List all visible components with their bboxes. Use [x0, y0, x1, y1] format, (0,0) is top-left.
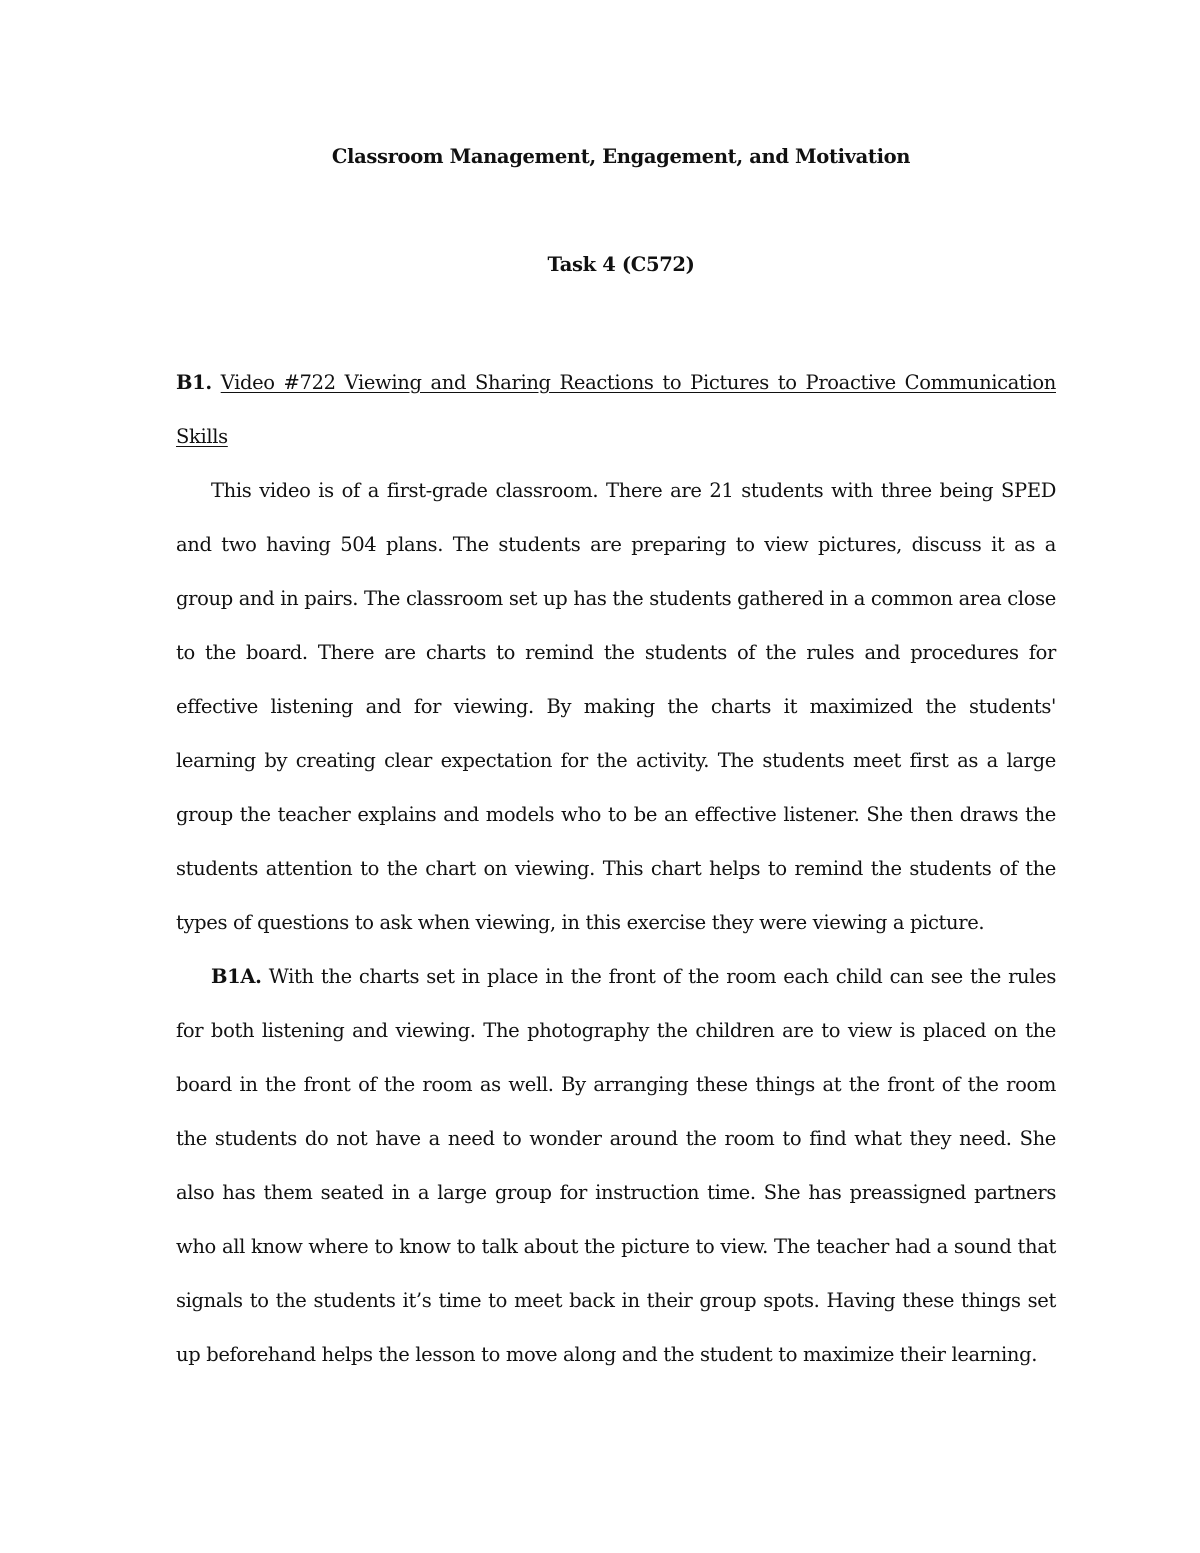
section-b1-label: B1.: [176, 371, 212, 394]
section-b1a-paragraph: [176, 950, 1056, 1382]
document-body: [176, 356, 1056, 1382]
section-b1-title: Video #722 Viewing and Sharing Reactions to Pictures to Proactive Communication Skills: [176, 371, 1056, 448]
section-b1a-text: With the charts set in place in the front of the room each child can see the rules for both listening and viewing. The photography the children are to view is placed on the board in the front of the room as well. By arranging these things at the front of the room the students do not have a need to wonder around the room to find what they need. She also has them seated in a large group for instruction time. She has preassigned partners who all know where to know to talk about the picture to view. The teacher had a sound that signals to the students it’s time to meet back in their group spots. Having these things set up beforehand helps the lesson to move along and the student to maximize their learning.: [176, 965, 1056, 1366]
section-b1-paragraph: This video is of a first-grade classroom. There are 21 students with three being SPED and two having 504 plans. The students are preparing to view pictures, discuss it as a group and in pairs. The classroom set up has the students gathered in a common area close to the board. There are charts to remind the students of the rules and procedures for effective listening and for viewing. By making the charts it maximized the students' learning by creating clear expectation for the activity. The students meet first as a large group the teacher explains and models who to be an effective listener. She then draws the students attention to the chart on viewing. This chart helps to remind the students of the types of questions to ask when viewing, in this exercise they were viewing a picture.: [176, 479, 1056, 934]
section-b1-heading: [176, 356, 1056, 464]
document-subtitle: Task 4 (C572): [547, 253, 695, 276]
section-b1a-label: B1A.: [211, 965, 262, 988]
document-title: Classroom Management, Engagement, and Motivation: [331, 145, 911, 168]
